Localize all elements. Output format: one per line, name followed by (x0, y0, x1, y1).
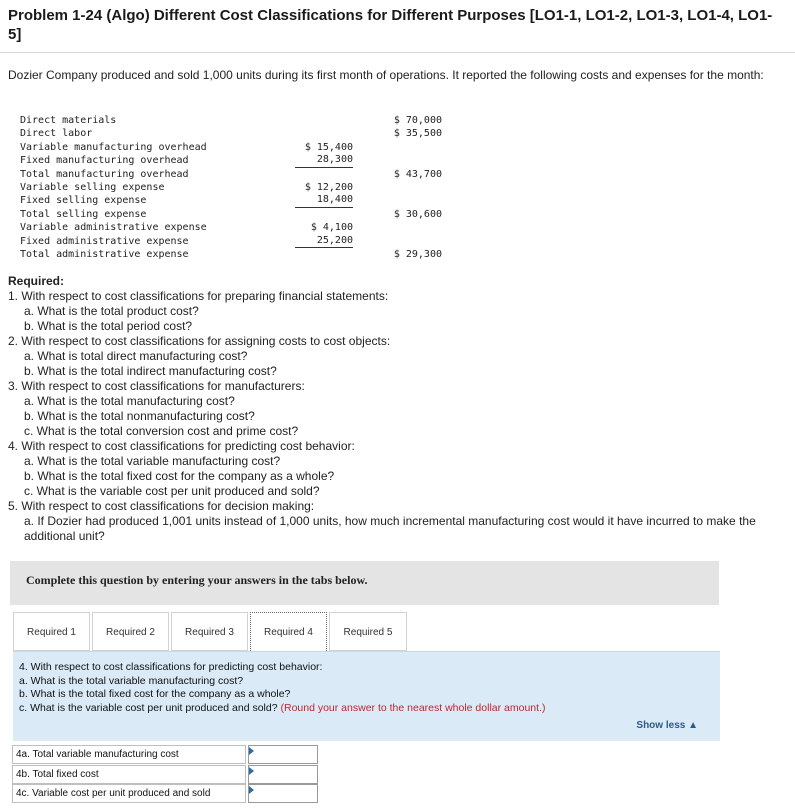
question-subitem: b. What is the total indirect manufacturing cost? (24, 364, 277, 378)
question-item: 3. With respect to cost classifications for manufacturers: (8, 379, 305, 393)
question-subitem: b. What is the total fixed cost for the company as a whole? (24, 469, 335, 483)
question-item: 5. With respect to cost classifications for decision making: (8, 499, 315, 513)
title-divider (0, 52, 795, 53)
question-subitem: a. What is the total variable manufacturing cost? (24, 454, 281, 468)
cost-total: $ 29,300 (393, 248, 442, 260)
tab-required-3[interactable]: Required 3 (171, 612, 248, 651)
question-panel (13, 651, 720, 741)
question-subitem: b. What is the total nonmanufacturing cost? (24, 409, 255, 423)
tab-required-5[interactable]: Required 5 (329, 612, 407, 651)
cost-label: Variable manufacturing overhead (20, 141, 207, 153)
instruction-text: Complete this question by entering your answers in the tabs below. (26, 573, 368, 587)
cost-label: Fixed administrative expense (20, 235, 189, 247)
answer-label: 4c. Variable cost per unit produced and sold (12, 784, 246, 803)
problem-intro: Dozier Company produced and sold 1,000 units during its first month of operations. It reported the following costs and expenses for the month: (8, 68, 764, 82)
cost-row (20, 194, 450, 207)
question-subitem: a. What is total direct manufacturing cost? (24, 349, 248, 363)
required-heading: Required: (8, 274, 65, 288)
question-subitem: c. What is the total conversion cost and prime cost? (24, 424, 299, 438)
answer-input[interactable] (248, 745, 318, 764)
question-subitem: a. If Dozier had produced 1,001 units instead of 1,000 units, how much incremental manufacturing cost would it have incurred to make the additional unit? (24, 514, 756, 543)
panel-line-last (19, 702, 714, 716)
cost-row (20, 168, 450, 181)
cost-table (20, 114, 450, 261)
cost-total: $ 70,000 (393, 115, 442, 126)
cost-label: Fixed selling expense (20, 195, 147, 207)
page-title: Problem 1-24 (Algo) Different Cost Classifications for Different Purposes [LO1-1, LO1-2, LO1-3, LO1-4, LO1-5] (8, 7, 773, 43)
question-item: 2. With respect to cost classifications for assigning costs to cost objects: (8, 334, 391, 348)
cost-label: Variable administrative expense (20, 222, 207, 234)
panel-line: c. What is the variable cost per unit produced and sold? (19, 701, 278, 714)
cost-row (20, 208, 450, 221)
cost-label: Total selling expense (20, 208, 147, 220)
cost-total: $ 30,600 (393, 208, 442, 220)
cost-row (20, 114, 450, 127)
cost-row (20, 181, 450, 194)
cost-subtotal: $ 12,200 (304, 181, 353, 193)
panel-line: b. What is the total fixed cost for the company as a whole? (19, 688, 291, 700)
cost-subtotal: 25,200 (295, 235, 353, 248)
cost-label: Fixed manufacturing overhead (20, 155, 189, 167)
cost-label: Total administrative expense (20, 248, 189, 260)
cost-label: Total manufacturing overhead (20, 168, 189, 180)
cost-subtotal: $ 15,400 (304, 141, 353, 153)
cost-row (20, 154, 450, 167)
cost-subtotal: 28,300 (295, 154, 353, 167)
panel-text (19, 661, 714, 715)
rounding-note: (Round your answer to the nearest whole dollar amount.) (280, 701, 546, 714)
panel-line: a. What is the total variable manufacturing cost? (19, 674, 244, 687)
question-subitem: a. What is the total manufacturing cost? (24, 394, 235, 408)
cost-row (20, 235, 450, 248)
cost-label: Direct labor (20, 128, 93, 140)
panel-line: 4. With respect to cost classifications for predicting cost behavior: (19, 661, 323, 673)
question-subitem: b. What is the total period cost? (24, 319, 193, 333)
question-item: 4. With respect to cost classifications for predicting cost behavior: (8, 439, 355, 453)
answer-label: 4b. Total fixed cost (12, 765, 246, 784)
tab-required-1[interactable]: Required 1 (13, 612, 90, 651)
cost-row (20, 248, 450, 261)
question-subitem: c. What is the variable cost per unit produced and sold? (24, 484, 320, 498)
tab-required-4[interactable]: Required 4 (250, 612, 327, 653)
question-item: 1. With respect to cost classifications for preparing financial statements: (8, 289, 389, 303)
cost-total: $ 35,500 (393, 128, 442, 140)
instruction-banner (10, 561, 719, 605)
cost-row (20, 221, 450, 234)
show-less-link[interactable]: Show less ▲ (636, 720, 698, 731)
question-list (8, 289, 783, 544)
answer-input[interactable] (248, 765, 318, 784)
cost-subtotal: 18,400 (295, 194, 353, 207)
cost-row (20, 141, 450, 154)
cost-total: $ 43,700 (393, 168, 442, 180)
question-subitem: a. What is the total product cost? (24, 304, 199, 318)
answer-input[interactable] (248, 784, 318, 803)
cost-label: Direct materials (20, 115, 117, 126)
questions (8, 274, 783, 544)
answer-label: 4a. Total variable manufacturing cost (12, 745, 246, 764)
cost-subtotal: $ 4,100 (310, 222, 353, 234)
cost-label: Variable selling expense (20, 181, 165, 193)
tab-required-2[interactable]: Required 2 (92, 612, 169, 651)
cost-row (20, 127, 450, 140)
